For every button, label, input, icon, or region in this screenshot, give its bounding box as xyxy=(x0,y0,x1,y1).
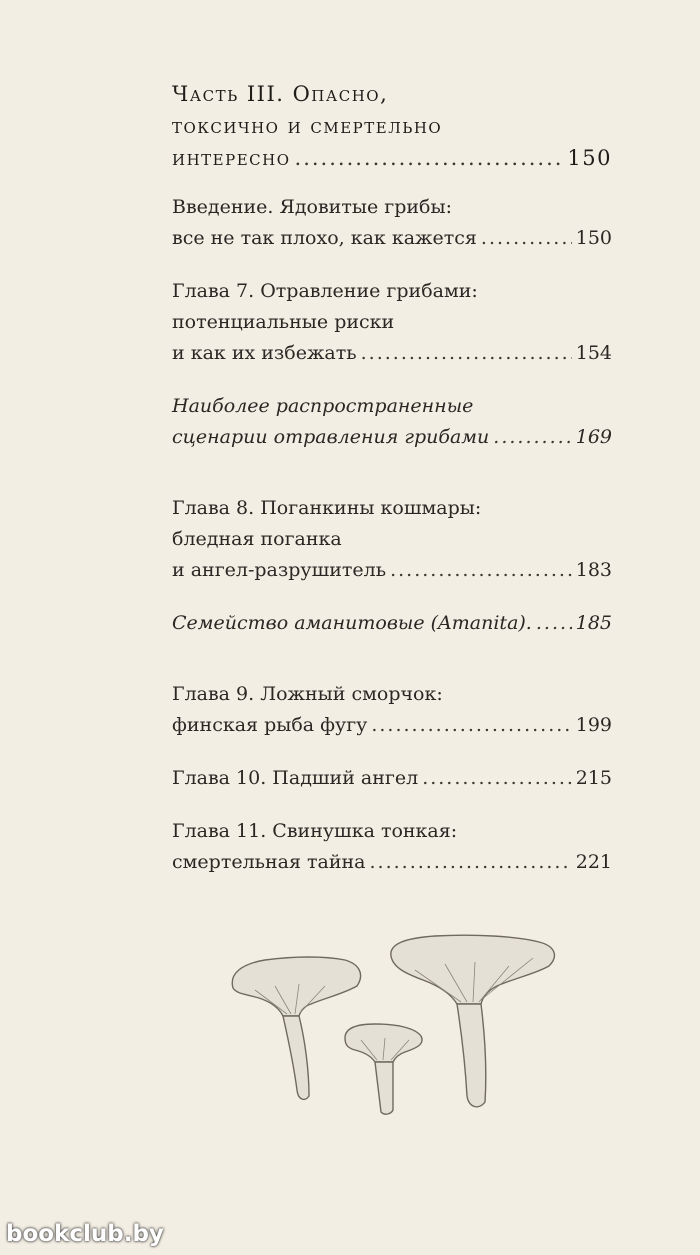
toc-entry-line: Глава 8. Поганкины кошмары: xyxy=(172,497,482,519)
left-mushroom-cap-icon xyxy=(232,957,360,1016)
toc-entry-line: Наиболее распространенные xyxy=(172,395,474,417)
page-number: 150 xyxy=(575,227,612,249)
page-number: 169 xyxy=(575,426,612,448)
watermark: bookclub.by xyxy=(6,1221,164,1247)
toc-entry-title: и как их избежать xyxy=(172,342,357,364)
dot-leader xyxy=(370,847,572,878)
page-number: 154 xyxy=(575,342,612,364)
chanterelle-mushrooms-illustration xyxy=(225,930,565,1120)
toc-entry[interactable] xyxy=(172,816,612,878)
toc-entry-line: Глава 11. Свинушка тонкая: xyxy=(172,820,458,842)
part-heading-text: интересно xyxy=(172,146,291,170)
page-number: 183 xyxy=(575,559,612,581)
table-of-contents xyxy=(172,78,612,878)
toc-entry-title: и ангел-разрушитель xyxy=(172,559,387,581)
toc-entry-title: сценарии отравления грибами xyxy=(172,426,490,448)
dot-leader xyxy=(371,710,571,741)
part-heading-line: Часть III. Опасно, xyxy=(172,82,389,106)
dot-leader xyxy=(493,422,571,453)
toc-entry-title: Семейство аманитовые (Amanita). xyxy=(172,612,532,634)
toc-entry[interactable] xyxy=(172,391,612,453)
toc-entry[interactable] xyxy=(172,608,612,639)
page-number: 150 xyxy=(567,146,612,170)
middle-mushroom-stem-icon xyxy=(375,1062,393,1114)
toc-entry[interactable] xyxy=(172,763,612,794)
toc-entry-title: Глава 10. Падший ангел xyxy=(172,767,419,789)
page-number: 185 xyxy=(575,612,612,634)
toc-entry-line: Введение. Ядовитые грибы: xyxy=(172,196,452,218)
toc-entry-title: все не так плохо, как кажется xyxy=(172,227,477,249)
dot-leader xyxy=(390,555,572,586)
part-heading-last-line xyxy=(172,142,612,174)
toc-entry[interactable] xyxy=(172,192,612,254)
dot-leader xyxy=(536,608,572,639)
right-mushroom-stem-icon xyxy=(457,1004,486,1107)
toc-entry-title: смертельная тайна xyxy=(172,851,366,873)
part-heading-line: токсично и смертельно xyxy=(172,114,443,138)
dot-leader xyxy=(422,763,572,794)
dot-leader xyxy=(481,223,572,254)
toc-entry[interactable] xyxy=(172,493,612,586)
toc-entry-line: потенциальные риски xyxy=(172,311,395,333)
dot-leader xyxy=(295,142,564,174)
page-number: 199 xyxy=(575,714,612,736)
right-mushroom-cap-icon xyxy=(391,935,555,1004)
toc-entry-line: бледная поганка xyxy=(172,528,342,550)
part-heading xyxy=(172,78,612,174)
left-mushroom-stem-icon xyxy=(283,1016,309,1099)
toc-entry-line: Глава 7. Отравление грибами: xyxy=(172,280,478,302)
dot-leader xyxy=(361,338,572,369)
toc-entry[interactable] xyxy=(172,679,612,741)
page-number: 215 xyxy=(575,767,612,789)
toc-entry-line: Глава 9. Ложный сморчок: xyxy=(172,683,443,705)
page-number: 221 xyxy=(575,851,612,873)
toc-entry-title: финская рыба фугу xyxy=(172,714,368,736)
toc-entry[interactable] xyxy=(172,276,612,369)
